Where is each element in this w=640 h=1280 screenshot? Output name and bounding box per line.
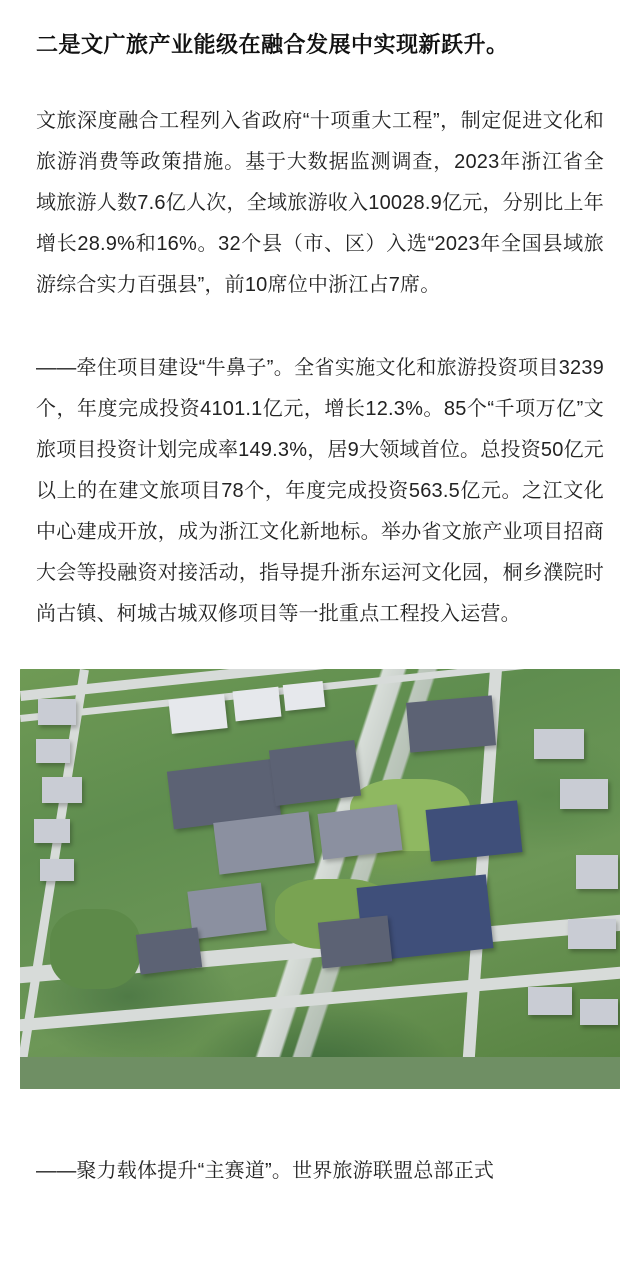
figure-spacer bbox=[0, 1089, 640, 1115]
aerial-photo-image bbox=[20, 669, 620, 1089]
section-heading: 二是文广旅产业能级在融合发展中实现新跃升。 bbox=[36, 32, 509, 57]
figure-aerial-photo bbox=[20, 669, 620, 1089]
paragraph-1: 文旅深度融合工程列入省政府“十项重大工程”，制定促进文化和旅游消费等政策措施。基于大数据监测调查，2023年浙江省全域旅游人数7.6亿人次，全域旅游收入10028.9亿元，分别比上年增长28.9%和16%。32个县（市、区）入选“2023年全国县域旅游综合实力百强县”，前10席位中浙江占7席。 bbox=[36, 110, 604, 296]
article-body bbox=[0, 28, 640, 1192]
paragraph-2: ——牵住项目建设“牛鼻子”。全省实施文化和旅游投资项目3239个，年度完成投资4101.1亿元，增长12.3%。85个“千项万亿”文旅项目投资计划完成率149.3%，居9大领域首位。总投资50亿元以上的在建文旅项目78个，年度完成投资563.5亿元。之江文化中心建成开放，成为浙江文化新地标。举办省文旅产业项目招商大会等投融资对接活动，指导提升浙东运河文化园，桐乡濮院时尚古镇、柯城古城双修项目等一批重点工程投入运营。 bbox=[36, 357, 604, 625]
paragraph-3: ——聚力载体提升“主赛道”。世界旅游联盟总部正式 bbox=[36, 1160, 495, 1182]
